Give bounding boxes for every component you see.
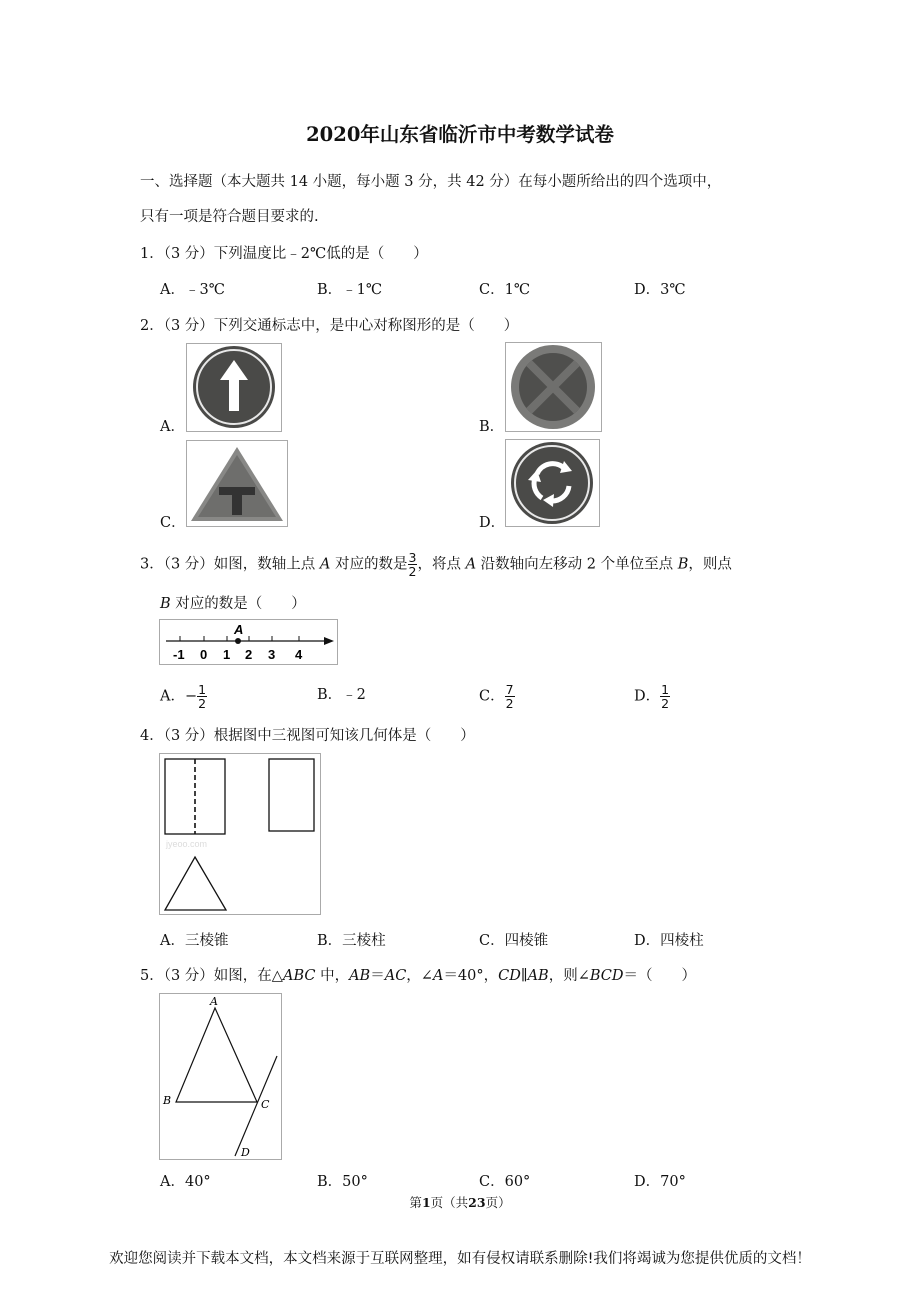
- q4-three-views-figure: [159, 753, 321, 915]
- page-footer: [0, 1193, 920, 1211]
- q4-option-b: B．三棱柱: [317, 933, 386, 949]
- q5-stem-part-a: 5．（3 分）如图，在△: [140, 968, 283, 984]
- q5-stem: [140, 964, 696, 985]
- section-intro-line1: 一、选择题（本大题共 14 小题，每小题 3 分，共 42 分）在每小题所给出的四个选项中，: [140, 174, 722, 190]
- q1-stem: 1．（3 分）下列温度比﹣2℃低的是（ ）: [140, 246, 428, 262]
- section-intro-line2: 只有一项是符合题目要求的.: [140, 209, 319, 225]
- q5-fig-label: A: [210, 995, 218, 1008]
- q3-option-d-fraction: [660, 683, 670, 710]
- q3-axis-label: 0: [200, 647, 208, 662]
- q5-fig-label: D: [241, 1146, 250, 1159]
- q3-option-c-num: 7: [505, 682, 514, 697]
- footer-page-number: 1: [421, 1195, 431, 1210]
- q3-point-b-2: B: [160, 596, 171, 612]
- q5-segment-cd: CD: [498, 968, 521, 984]
- q5-segment-ac: AC: [384, 968, 407, 984]
- q3-stem-part-e: ，则点: [688, 556, 732, 573]
- q3-stem-part-c: ，将点: [417, 556, 466, 573]
- q3-number-line-figure: [159, 619, 338, 665]
- q5-stem-part-d: ＝40°，: [443, 968, 499, 984]
- q3-stem-part-b: 对应的数是: [330, 556, 408, 573]
- q1-option-d: D．3℃: [634, 282, 686, 298]
- footer-total-pages: 23: [468, 1195, 486, 1210]
- footer-prefix: 第: [409, 1195, 422, 1210]
- q5-stem-part-e: ，则∠: [548, 968, 590, 984]
- q3-axis-label: 1: [223, 647, 231, 662]
- q3-option-c-label: C．: [479, 688, 505, 705]
- q5-stem-part-f: ＝（ ）: [623, 968, 697, 984]
- number-line-icon: [160, 620, 337, 664]
- side-view: [269, 759, 314, 831]
- page-title: 2020年山东省临沂市中考数学试卷: [306, 123, 614, 146]
- q3-option-a-label: A．: [160, 688, 185, 705]
- q5-triangle-figure: [159, 993, 282, 1160]
- q2-option-c-label: C．: [160, 515, 186, 531]
- q3-axis-point-label: A: [234, 622, 244, 637]
- q3-stem-part-d: 沿数轴向左移动 2 个单位至点: [476, 556, 678, 573]
- q4-option-c: C．四棱锥: [479, 933, 549, 949]
- q3-option-a: [160, 683, 207, 710]
- q3-option-c-den: 2: [505, 696, 514, 711]
- q3-option-a-num: 1: [198, 682, 207, 697]
- q5-option-b: B．50°: [317, 1174, 368, 1190]
- t-junction-sign-icon: [187, 441, 287, 526]
- q5-angle-a: A: [432, 968, 444, 984]
- q2-sign-d-image: [505, 439, 600, 527]
- q3-option-d: [634, 683, 670, 710]
- q3-point-a: A: [319, 556, 331, 573]
- footer-suffix: 页）: [485, 1195, 511, 1210]
- q2-sign-c-image: [186, 440, 288, 527]
- q3-axis-label: 2: [245, 647, 253, 662]
- three-views-icon: [160, 754, 320, 914]
- q3-axis-label: 3: [268, 647, 276, 662]
- q3-option-c: [479, 683, 515, 710]
- q5-equals: ＝: [370, 968, 385, 984]
- q4-stem: 4．（3 分）根据图中三视图可知该几何体是（ ）: [140, 728, 475, 744]
- download-banner: 欢迎您阅读并下载本文档，本文档来源于互联网整理，如有侵权请联系删除!我们将竭诚为您提供优质的文档！: [109, 1251, 811, 1267]
- q3-point-a-dot: [235, 638, 241, 644]
- q3-point-b: B: [677, 556, 689, 573]
- q5-parallel: ∥: [520, 968, 528, 984]
- q3-stem-line2: [160, 592, 306, 613]
- q3-axis-label: -1: [173, 647, 185, 662]
- q5-option-d: D．70°: [634, 1174, 686, 1190]
- q3-stem-part-a: 3．（3 分）如图，数轴上点: [140, 556, 320, 573]
- q2-sign-a-image: [186, 343, 282, 432]
- q3-stem-line2-rest: 对应的数是（ ）: [170, 596, 306, 612]
- q3-option-d-num: 1: [661, 682, 670, 697]
- q2-option-a-label: A．: [160, 419, 185, 435]
- q2-option-d-label: D．: [479, 515, 506, 531]
- q3-fraction-three-halves: [408, 551, 418, 578]
- q5-segment-ab: AB: [349, 968, 371, 984]
- q3-frac-num: 3: [408, 550, 417, 565]
- q5-option-a: A．40°: [160, 1174, 211, 1190]
- no-stopping-sign-icon: [506, 343, 601, 431]
- q3-option-b: B．﹣2: [317, 687, 366, 703]
- q3-option-c-fraction: [505, 683, 515, 710]
- q1-option-a: A．﹣3℃: [160, 282, 225, 298]
- q3-option-a-fraction: [197, 683, 207, 710]
- q2-stem: 2．（3 分）下列交通标志中，是中心对称图形的是（ ）: [140, 318, 519, 334]
- q1-option-b: B．﹣1℃: [317, 282, 383, 298]
- q3-option-a-den: 2: [198, 696, 207, 711]
- q3-point-a-2: A: [465, 556, 477, 573]
- q5-angle-bcd: BCD: [589, 968, 624, 984]
- q5-fig-label: B: [163, 1094, 172, 1107]
- q3-option-a-sign: −: [184, 688, 198, 705]
- q1-option-c: C．1℃: [479, 282, 531, 298]
- q5-option-c: C．60°: [479, 1174, 531, 1190]
- q4-option-a: A．三棱锥: [160, 933, 229, 949]
- top-view: [165, 857, 226, 910]
- q5-stem-part-c: ，∠: [406, 968, 433, 984]
- q5-stem-part-b: 中，: [315, 968, 350, 984]
- q3-axis-label: 4: [295, 647, 303, 662]
- q5-segment-ab-2: AB: [527, 968, 549, 984]
- roundabout-sign-icon: [506, 440, 599, 526]
- triangle-parallel-icon: [160, 994, 281, 1159]
- q2-sign-b-image: [505, 342, 602, 432]
- q2-option-b-label: B．: [479, 419, 505, 435]
- q3-stem-line1: [140, 551, 732, 578]
- q5-triangle-name: ABC: [282, 968, 316, 984]
- arrow-up-sign-icon: [187, 344, 281, 431]
- q5-fig-label: C: [261, 1098, 270, 1111]
- q4-option-d: D．四棱柱: [634, 933, 704, 949]
- q3-frac-den: 2: [408, 564, 417, 579]
- footer-middle: 页（共: [430, 1195, 469, 1210]
- q3-option-d-label: D．: [634, 688, 661, 705]
- watermark-text: jyeoo.com: [166, 839, 208, 849]
- q3-option-d-den: 2: [661, 696, 670, 711]
